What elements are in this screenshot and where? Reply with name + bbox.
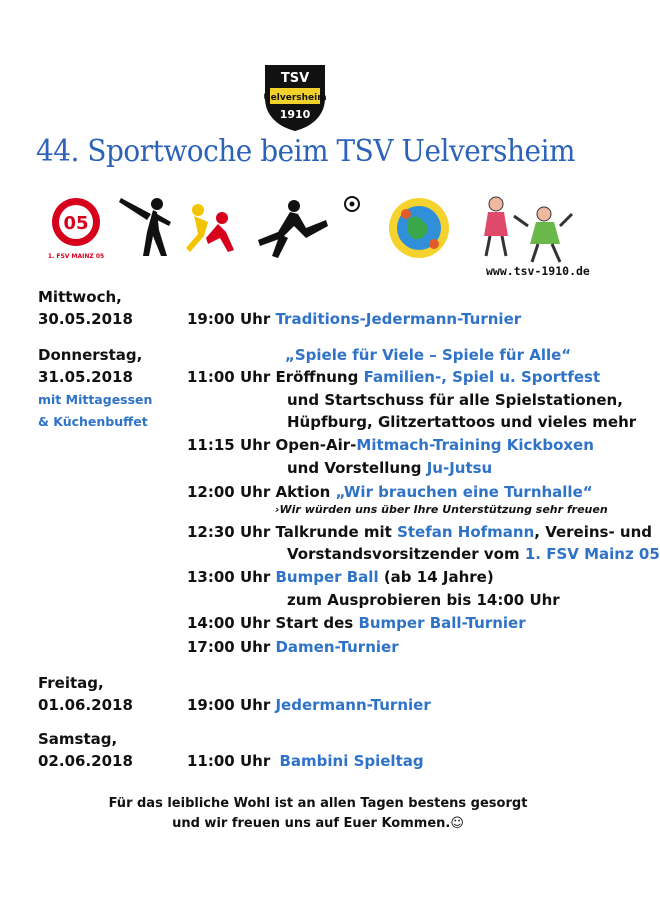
event-time: 11:00 Uhr <box>187 368 271 386</box>
event-title: Ju-Jutsu <box>426 459 493 477</box>
event-prefix: Eröffnung <box>275 368 359 386</box>
event-turnhalle <box>187 481 593 503</box>
footer-line1: Für das leibliche Wohl ist an allen Tagen bestens gesorgt <box>108 796 528 811</box>
playing-kids-icon <box>468 192 578 264</box>
event-prefix: Start des <box>275 614 354 632</box>
page-title: 44. Sportwoche beim TSV Uelversheim <box>36 134 576 169</box>
event-prefix: Talkrunde mit <box>275 523 392 541</box>
event-turnhalle-note: ›Wir würden uns über Ihre Unterstützung sehr freuen <box>275 503 608 516</box>
date-saturday: 02.06.2018 <box>38 752 133 770</box>
kickboxer-icon <box>113 192 179 264</box>
footer-line2: und wir freuen uns auf Euer Kommen.☺ <box>172 816 464 831</box>
event-time: 13:00 Uhr <box>187 568 271 586</box>
event-guest: Stefan Hofmann <box>397 523 535 541</box>
event-time: 17:00 Uhr <box>187 638 271 656</box>
event-title: Bumper Ball <box>275 568 379 586</box>
event-title: Bumper Ball-Turnier <box>358 614 526 632</box>
event-time: 12:30 Uhr <box>187 523 271 541</box>
event-opening-line3: Hüpfburg, Glitzertattoos und vieles mehr <box>287 413 637 431</box>
event-bumper-ball-line2: zum Ausprobieren bis 14:00 Uhr <box>287 591 560 609</box>
svg-text:1910: 1910 <box>279 108 311 121</box>
event-talkrunde <box>187 521 652 543</box>
event-title: „Wir brauchen eine Turnhalle“ <box>335 483 593 501</box>
day-thursday: Donnerstag, <box>38 346 143 364</box>
svg-text:TSV: TSV <box>280 71 310 86</box>
event-prefix: Aktion <box>275 483 331 501</box>
event-time: 11:15 Uhr <box>187 436 271 454</box>
soccer-player-icon <box>250 192 366 264</box>
event-prefix: Open-Air- <box>275 436 357 454</box>
event-title: Traditions-Jedermann-Turnier <box>275 310 522 328</box>
event-bambini-spieltag <box>187 750 424 772</box>
event-time: 19:00 Uhr <box>187 696 271 714</box>
event-title: Damen-Turnier <box>275 638 399 656</box>
event-opening-line2: und Startschuss für alle Spielstationen, <box>287 391 623 409</box>
mainz-05-logo <box>46 192 108 264</box>
tsv-logo <box>262 62 328 132</box>
event-title: Jedermann-Turnier <box>275 696 431 714</box>
event-talkrunde-line2 <box>287 543 660 565</box>
svg-text:05: 05 <box>63 213 89 234</box>
event-time: 19:00 Uhr <box>187 310 271 328</box>
svg-text:1. FSV MAINZ 05: 1. FSV MAINZ 05 <box>47 253 105 260</box>
event-bumper-ball <box>187 566 494 588</box>
event-kickboxen <box>187 434 594 456</box>
date-thursday: 31.05.2018 <box>38 368 133 386</box>
event-club: 1. FSV Mainz 05 <box>524 545 660 563</box>
event-traditions-turnier <box>187 308 521 330</box>
event-title: Mitmach-Training Kickboxen <box>356 436 594 454</box>
thursday-note-line2: & Küchenbuffet <box>38 414 148 429</box>
event-suffix: , Vereins- und <box>534 523 653 541</box>
fighters-icon <box>184 192 240 264</box>
svg-text:Uelversheim: Uelversheim <box>263 93 327 103</box>
date-wednesday: 30.05.2018 <box>38 310 133 328</box>
date-friday: 01.06.2018 <box>38 696 133 714</box>
event-jedermann-turnier <box>187 694 431 716</box>
event-prefix: und Vorstellung <box>287 459 422 477</box>
event-damen-turnier <box>187 636 399 658</box>
event-opening <box>187 366 600 388</box>
thursday-note-line1: mit Mittagessen <box>38 392 153 407</box>
event-title: Bambini Spieltag <box>279 752 424 770</box>
day-friday: Freitag, <box>38 674 104 692</box>
website-url[interactable]: www.tsv-1910.de <box>486 264 590 278</box>
event-prefix: Vorstandsvorsitzender vom <box>287 545 520 563</box>
day-saturday: Samstag, <box>38 730 118 748</box>
event-time: 12:00 Uhr <box>187 483 271 501</box>
children-globe-icon <box>384 192 454 264</box>
event-suffix: (ab 14 Jahre) <box>383 568 494 586</box>
event-time: 14:00 Uhr <box>187 614 271 632</box>
event-jujutsu <box>287 457 492 479</box>
event-time: 11:00 Uhr <box>187 752 271 770</box>
event-bumper-ball-turnier <box>187 612 526 634</box>
event-motto: „Spiele für Viele – Spiele für Alle“ <box>285 346 572 364</box>
day-wednesday: Mittwoch, <box>38 288 122 306</box>
event-title: Familien-, Spiel u. Sportfest <box>363 368 601 386</box>
